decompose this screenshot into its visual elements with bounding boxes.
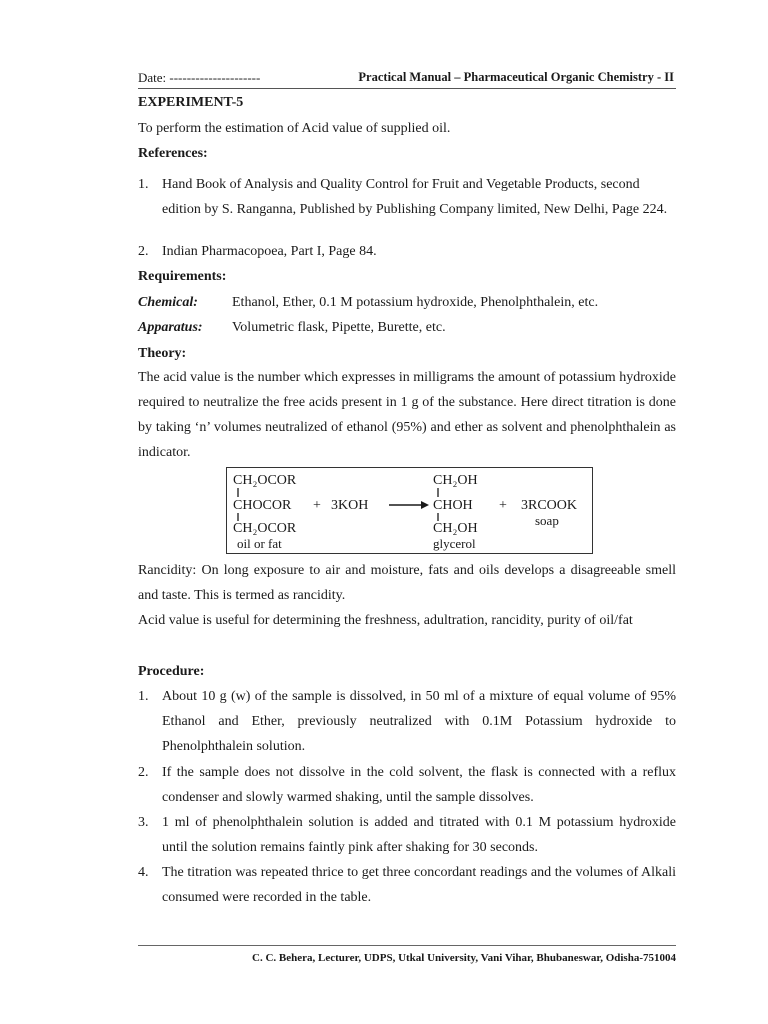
procedure-heading: Procedure:	[138, 664, 205, 679]
experiment-title: EXPERIMENT-5	[138, 95, 244, 110]
product-label: glycerol	[433, 536, 476, 551]
product-line-3: CH₂OH	[433, 521, 478, 536]
reagent: 3KOH	[331, 498, 369, 513]
step-number: 2.	[138, 765, 149, 780]
references-heading: References:	[138, 146, 208, 161]
product-2: 3RCOOK	[521, 498, 578, 513]
chemical-row	[138, 290, 676, 315]
page-footer: C. C. Behera, Lecturer, UDPS, Utkal University, Vani Vihar, Bhubaneswar, Odisha-751004	[138, 945, 676, 964]
apparatus-row	[138, 315, 676, 340]
step-text: The titration was repeated thrice to get three concordant readings and the volumes of Alkali consumed were recorded in the table.	[162, 865, 676, 905]
reference-text: Indian Pharmacopoea, Part I, Page 84.	[162, 244, 377, 259]
step-number: 4.	[138, 865, 149, 880]
step-number: 1.	[138, 689, 149, 704]
page-header	[138, 70, 676, 89]
manual-title: Practical Manual – Pharmaceutical Organic Chemistry - II	[358, 70, 674, 84]
arrow-head	[421, 501, 429, 509]
date-field: Date: ---------------------	[138, 70, 261, 85]
product-line-1: CH₂OH	[433, 473, 478, 488]
reference-number: 2.	[138, 244, 149, 259]
reactant-line-1: CH₂OCOR	[233, 473, 297, 488]
plus-sign: +	[499, 498, 507, 513]
reference-number: 1.	[138, 177, 149, 192]
plus-sign: +	[313, 498, 321, 513]
step-number: 3.	[138, 815, 149, 830]
apparatus-label: Apparatus:	[138, 320, 203, 335]
theory-heading: Theory:	[138, 346, 187, 361]
chemical-text: Ethanol, Ether, 0.1 M potassium hydroxide, Phenolphthalein, etc.	[232, 295, 599, 310]
aim-text: To perform the estimation of Acid value of supplied oil.	[138, 121, 451, 136]
product-2-label: soap	[535, 513, 559, 528]
reactant-label: oil or fat	[237, 536, 282, 551]
reference-text: Hand Book of Analysis and Quality Control for Fruit and Vegetable Products, second edition by S. Ranganna, Published by Publishing Company limited, New Delhi, Page 224.	[162, 177, 668, 217]
rancidity-text: Rancidity: On long exposure to air and moisture, fats and oils develops a disagreeable smell and taste. This is termed as rancidity.	[138, 563, 676, 603]
acid-value-use-text: Acid value is useful for determining the freshness, adultration, rancidity, purity of oil/fat	[138, 613, 633, 628]
step-text: 1 ml of phenolphthalein solution is added and titrated with 0.1 M potassium hydroxide until the solution remains faintly pink after shaking for 30 seconds.	[162, 815, 676, 855]
theory-text: The acid value is the number which expresses in milligrams the amount of potassium hydroxide required to neutralize the free acids present in 1 g of the substance. Here direct titration is done by taking ‘n’ volumes neutralized of ethanol (95%) and ether as solvent and phenolphthalein as indicator.	[138, 370, 676, 460]
reaction-scheme	[226, 467, 593, 554]
step-text: About 10 g (w) of the sample is dissolved, in 50 ml of a mixture of equal volume of 95% Ethanol and Ether, previously neutralized with 0.1M Potassium hydroxide to Phenolphthalein solution.	[162, 689, 676, 754]
reactant-line-3: CH₂OCOR	[233, 521, 297, 536]
apparatus-text: Volumetric flask, Pipette, Burette, etc.	[232, 320, 446, 335]
product-line-2: CHOH	[433, 498, 473, 513]
chemical-label: Chemical:	[138, 295, 198, 310]
step-text: If the sample does not dissolve in the cold solvent, the flask is connected with a reflux condenser and slowly warmed shaking, until the sample dissolves.	[162, 765, 676, 805]
reactant-line-2: CHOCOR	[233, 498, 292, 513]
requirements-heading: Requirements:	[138, 269, 227, 284]
